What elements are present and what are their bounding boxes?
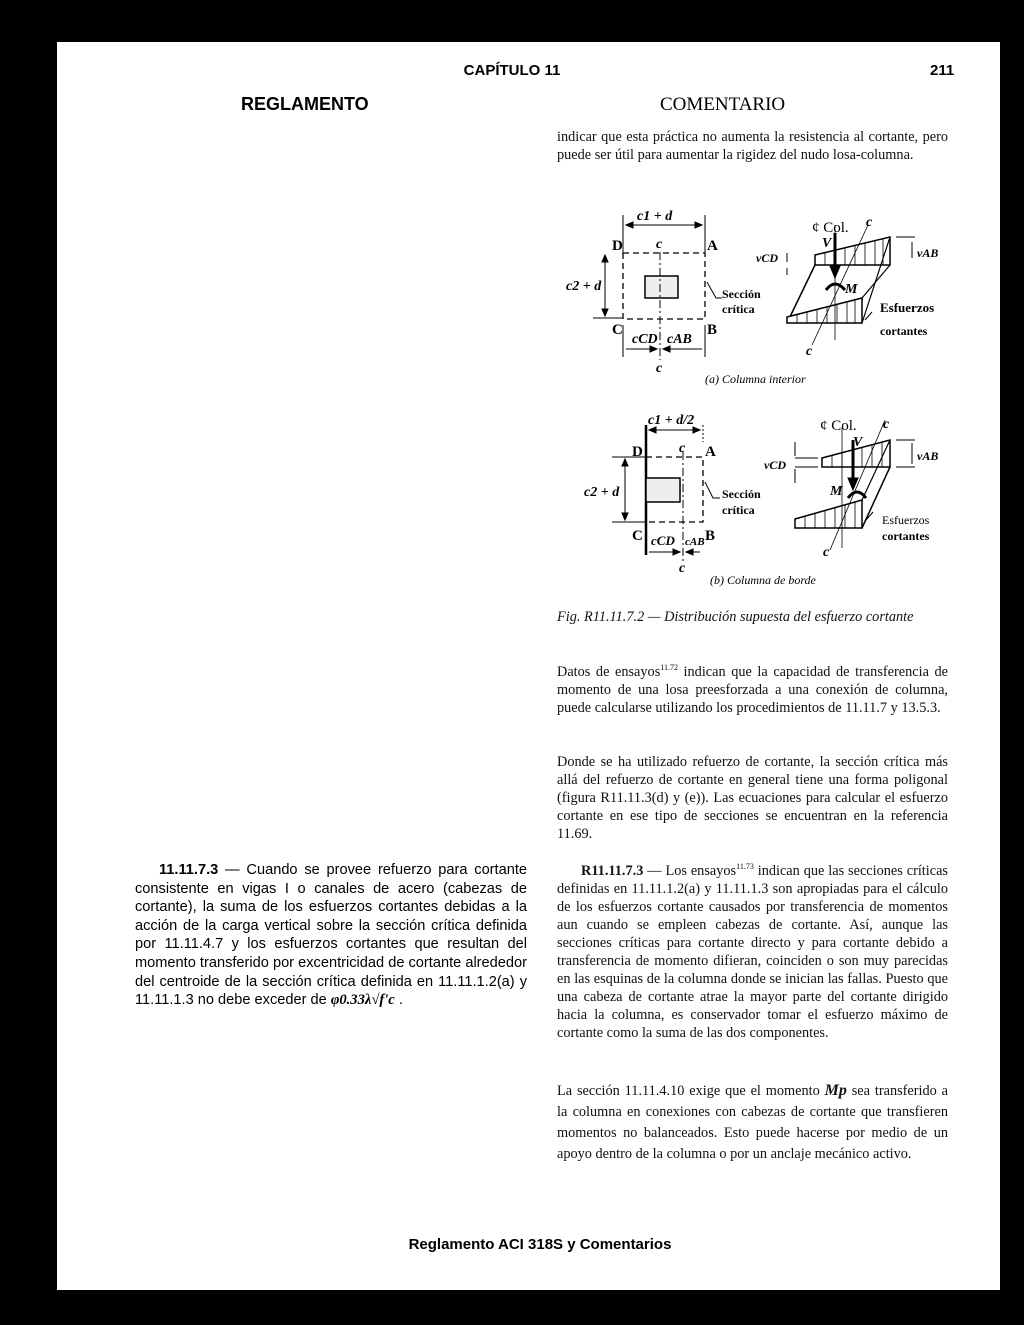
col-centerline-label: ¢ Col.	[812, 220, 849, 236]
axis-c-bottom-right-b: c	[823, 545, 830, 560]
axis-c-top-b: c	[679, 441, 686, 456]
commentary-intro: indicar que esta práctica no aumenta la resistencia al cortante, pero puede ser útil para aumentar la rigidez del nudo losa-columna.	[557, 129, 948, 163]
point-a-b: A	[705, 444, 716, 460]
commentary-r11-11-7-3	[557, 862, 948, 1042]
c-cd-label: cCD	[632, 332, 658, 347]
dim-c1-d2: c1 + d/2	[648, 413, 695, 428]
v-ab-label: vAB	[917, 246, 939, 260]
figure-shear-distribution	[0, 0, 1024, 660]
axis-c-bottom-right: c	[806, 344, 813, 359]
section-label: R11.11.7.3	[581, 863, 644, 879]
point-d-b: D	[632, 444, 643, 460]
reference-superscript: 11.73	[736, 862, 754, 872]
dim-c2-d: c2 + d	[566, 279, 602, 294]
point-a: A	[707, 238, 718, 254]
reglamento-heading: REGLAMENTO	[241, 94, 369, 114]
axis-c-bottom: c	[656, 361, 663, 376]
p1-text-cont: indican que la capacidad de transferencia de momento de una losa preesforzada a una conexión de columna, puede calcularse utilizando los procedimientos de 11.11.7 y 13.5.3.	[557, 664, 948, 716]
shear-stress-label-b1: Esfuerzos	[882, 513, 930, 527]
commentary-p2: Donde se ha utilizado refuerzo de cortante, la sección crítica más allá del refuerzo de cortante en general tiene una forma poligonal (figura R11.11.3(d) y (e)). Las ecuaciones para calcular el esfuerzo cortante en ese tipo de secciones se encuentran en la referencia 11.69.	[557, 754, 948, 842]
figure-caption: Fig. R11.11.7.2 — Distribución supuesta del esfuerzo cortante	[557, 609, 914, 625]
m-moment-label: M	[845, 282, 858, 297]
axis-c-top-right: c	[866, 215, 873, 230]
page-number: 211	[930, 62, 955, 79]
v-cd-label-b: vCD	[764, 458, 786, 472]
critical-section-label-2: crítica	[722, 302, 755, 316]
dim-c2-d-b: c2 + d	[584, 485, 620, 500]
reference-superscript: 11.72	[660, 663, 678, 673]
p1-text: Datos de ensayos	[557, 664, 661, 680]
v-cd-label: vCD	[756, 251, 778, 265]
p4-text-cont: sea transferido a la columna en conexiones con cabezas de cortante que transfieren momentos no balanceados. Esto puede hacerse por medio de un apoyo dentro de la columna o por un anclaje mecánico activo.	[557, 1083, 948, 1162]
mp-symbol: Mp	[824, 1082, 847, 1099]
shear-stress-label-2: cortantes	[880, 324, 928, 338]
commentary-p4	[557, 1080, 948, 1165]
point-c-b: C	[632, 528, 643, 544]
point-c: C	[612, 322, 623, 338]
caption-a: (a) Columna interior	[705, 372, 806, 386]
c-ab-label: cAB	[667, 332, 692, 347]
code-text: — Cuando se provee refuerzo para cortante consistente en vigas I o canales de acero (cabezas de cortante), la suma de los esfuerzos cortantes debidas a la acción de la carga vertical sobre la sección crítica definida por 11.11.4.7 y los esfuerzos cortantes que resultan del momento transferido por excentricidad de cortante alrededor del centroide de la sección crítica definida en 11.11.1.2(a) y 11.11.1.3 no debe exceder de	[135, 862, 527, 1009]
caption-b: (b) Columna de borde	[710, 573, 816, 587]
shear-stress-label-b2: cortantes	[882, 529, 930, 543]
r3-text-cont: indican que las secciones críticas definidas en 11.11.1.2(a) y 11.11.1.3 son apropiadas para el cálculo de los esfuerzos cortante causados por transferencia de momentos aun cuando se empleen cabezas de cortante. Así, aunque las secciones críticas para cortante directo y para cortante debido a transferencia de momento difieran, coinciden o son muy parecidas en las esquinas de la columna donde se inician las fallas. Puesto que una cabeza de cortante atrae la mayor parte del cortante dirigido hacia la columna, es conservador tomar el esfuerzo máximo de cortante como la suma de las dos componentes.	[557, 863, 948, 1041]
c-cd-label-b: cCD	[651, 533, 675, 548]
point-b-b: B	[705, 528, 716, 544]
shear-stress-label-1: Esfuerzos	[880, 300, 935, 315]
r3-text: — Los ensayos	[643, 863, 737, 879]
comentario-heading: COMENTARIO	[660, 94, 786, 115]
axis-c-top-right-b: c	[883, 417, 890, 432]
code-11-11-7-3	[135, 861, 527, 1010]
code-text-end: .	[398, 992, 403, 1009]
m-moment-label-b: M	[830, 484, 843, 499]
c-ab-label-b: cAB	[685, 536, 705, 548]
critical-section-label-1: Sección	[722, 287, 761, 301]
point-b: B	[707, 322, 718, 338]
commentary-p1	[557, 663, 948, 717]
critical-section-label-b2: crítica	[722, 503, 755, 517]
v-ab-label-b: vAB	[917, 449, 939, 463]
v-force-label: V	[822, 236, 832, 251]
p4-text: La sección 11.11.4.10 exige que el momento	[557, 1083, 825, 1099]
chapter-header: CAPÍTULO 11	[463, 62, 561, 79]
axis-c-top: c	[656, 237, 663, 252]
footer: Reglamento ACI 318S y Comentarios	[408, 1236, 672, 1253]
axis-c-bottom-b: c	[679, 561, 686, 576]
dim-c1-d: c1 + d	[637, 209, 673, 224]
critical-section-label-b1: Sección	[722, 487, 761, 501]
point-d: D	[612, 238, 623, 254]
formula: φ0.33λ√f'c	[330, 992, 395, 1009]
v-force-label-b: V	[853, 435, 863, 450]
col-centerline-label-b: ¢ Col.	[820, 418, 857, 434]
section-label: 11.11.7.3	[159, 862, 219, 878]
